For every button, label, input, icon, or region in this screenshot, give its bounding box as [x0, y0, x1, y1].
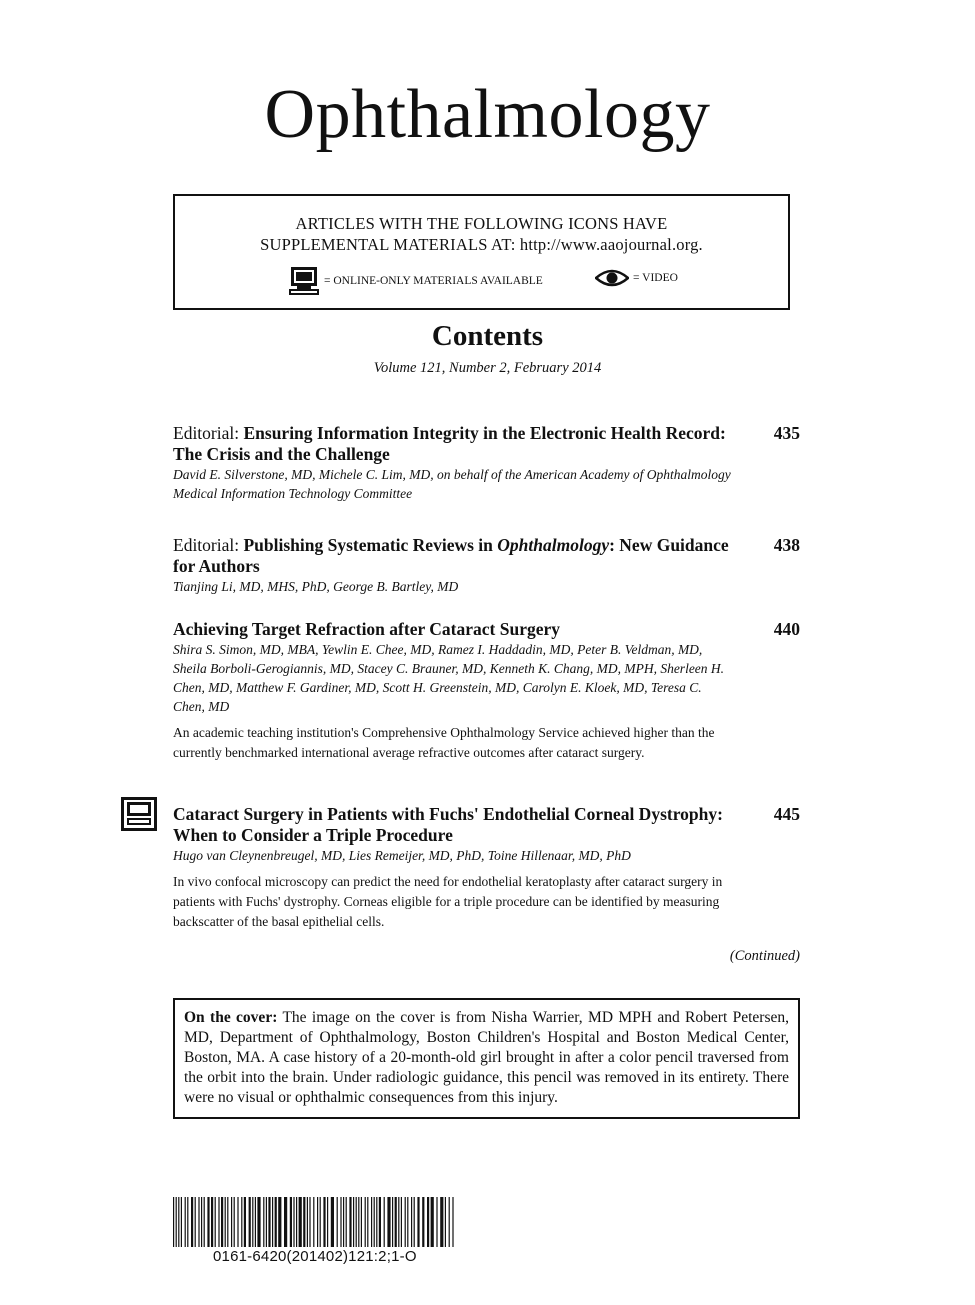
barcode-bar: [358, 1197, 359, 1247]
barcode-bar: [290, 1197, 292, 1247]
barcode-bar: [371, 1197, 372, 1247]
barcode-bar: [178, 1197, 179, 1247]
notice-line-1: ARTICLES WITH THE FOLLOWING ICONS HAVE: [295, 214, 668, 233]
barcode-bar: [241, 1197, 242, 1247]
barcode-bar: [411, 1197, 412, 1247]
issue-info: Volume 121, Number 2, February 2014: [373, 360, 602, 376]
entry-title-text[interactable]: Ensuring Information Integrity in the Electronic Health Record: The Crisis and the Challenge: [173, 423, 726, 464]
barcode-bar: [313, 1197, 314, 1247]
barcode-bar: [365, 1197, 366, 1247]
barcode-number: 0161-6420(201402)121:2;1-O: [213, 1248, 417, 1265]
barcode-bar: [320, 1197, 321, 1247]
barcode-bar: [227, 1197, 228, 1247]
barcode-bar: [361, 1197, 362, 1247]
barcode-bar: [405, 1197, 406, 1247]
barcode-bar: [296, 1197, 297, 1247]
toc-entry: [173, 619, 800, 763]
video-label: = VIDEO: [633, 272, 678, 284]
legend-video: [595, 269, 678, 287]
toc-entry: [173, 804, 800, 932]
barcode-bar: [376, 1197, 377, 1247]
barcode-bar: [263, 1197, 264, 1247]
entry-page-number: 435: [773, 423, 800, 443]
barcode-bar: [218, 1197, 219, 1247]
entry-page-number: 438: [773, 535, 800, 555]
barcode-bar: [173, 1197, 174, 1247]
barcode-bar: [309, 1197, 310, 1247]
barcode-bar: [207, 1197, 209, 1247]
barcode-bar: [422, 1197, 424, 1247]
online-materials-marker[interactable]: [120, 796, 158, 837]
barcode-bar: [234, 1197, 235, 1247]
barcode-bar: [187, 1197, 188, 1247]
legend-online-only: [288, 266, 543, 296]
barcode-bar: [275, 1197, 277, 1247]
entry-title-text[interactable]: Achieving Target Refraction after Cataract Surgery: [173, 619, 561, 639]
entry-title: [173, 619, 743, 640]
entry-title: [173, 804, 743, 846]
barcode-bar: [204, 1197, 205, 1247]
barcode-bar: [266, 1197, 267, 1247]
barcode-bar: [387, 1197, 390, 1247]
barcode-bar: [185, 1197, 186, 1247]
barcode-bar: [284, 1197, 287, 1247]
barcode-bar: [337, 1197, 338, 1247]
barcode-bar: [379, 1197, 381, 1247]
barcode-bar: [211, 1197, 213, 1247]
barcode-bar: [191, 1197, 193, 1247]
barcode-bar: [215, 1197, 216, 1247]
entry-authors: Shira S. Simon, MD, MBA, Yewlin E. Chee, MD, Ramez I. Haddadin, MD, Peter B. Veldman, MD, Sheila Borboli-Gerogiannis, MD, Stacey C. Brauner, MD, Kenneth K. Chang, MD, MPH, Sherleen H. Chen, MD, Matthew F. Gardiner, MD, Scott H. Greenstein, MD, Carolyn E. Kloek, MD, Teresa C. Chen, MD: [173, 642, 725, 714]
entry-prefix: Editorial:: [173, 535, 244, 555]
online-only-label: = ONLINE-ONLY MATERIALS AVAILABLE: [324, 275, 543, 287]
supplemental-notice-box: [173, 194, 790, 310]
barcode-bar: [255, 1197, 256, 1247]
barcode-bar: [356, 1197, 357, 1247]
barcode-bar: [427, 1197, 429, 1247]
barcode-bar: [398, 1197, 399, 1247]
toc-entry: [173, 423, 800, 503]
entry-authors: Tianjing Li, MD, MHS, PhD, George B. Bartley, MD: [173, 579, 459, 594]
computer-icon: [120, 796, 158, 832]
entry-prefix: Editorial:: [173, 423, 244, 443]
barcode-bar: [401, 1197, 402, 1247]
barcode-bar: [195, 1197, 196, 1247]
barcode-bar: [340, 1197, 341, 1247]
journal-masthead: Ophthalmology: [264, 76, 711, 153]
barcode-bar: [252, 1197, 253, 1247]
entry-authors: David E. Silverstone, MD, Michele C. Lim, MD, on behalf of the American Academy of Ophthalmology Medical Information Technology Committee: [173, 467, 731, 501]
barcode-bar: [272, 1197, 273, 1247]
computer-icon: [288, 266, 320, 296]
contents-heading: Contents: [431, 320, 544, 352]
barcode-bar: [417, 1197, 419, 1247]
entry-page-number: 445: [773, 804, 800, 824]
entry-title-part: : New Guidance for Authors: [173, 535, 729, 576]
cover-text: The image on the cover is from Nisha Warrier, MD MPH and Robert Petersen, MD, Department of Ophthalmology, Boston Children's Hospital and Boston Medical Center, Boston, MA. A case history of a 20-month-old girl brought in after a color pencil traversed from the orbit into the brain. Under radiologic guidance, this pencil was removed in its entirety. There were no visual or ophthalmic consequences from this injury.: [184, 1009, 789, 1106]
barcode-bar: [181, 1197, 182, 1247]
barcode-bar: [440, 1197, 443, 1247]
barcode-bar: [225, 1197, 226, 1247]
entry-title-italic: Ophthalmology: [497, 535, 610, 555]
entry-title-text[interactable]: Cataract Surgery in Patients with Fuchs' Endothelial Corneal Dystrophy: When to Consider a Triple Procedure: [173, 804, 723, 845]
entry-title: [173, 423, 743, 465]
continued-note: (Continued): [729, 948, 800, 964]
barcode-bar: [278, 1197, 281, 1247]
barcode-bar: [384, 1197, 385, 1247]
barcode-bar: [374, 1197, 375, 1247]
cover-description-box: [173, 998, 800, 1119]
barcode-bar: [176, 1197, 177, 1247]
barcode-bar: [449, 1197, 450, 1247]
entry-title-part: Publishing Systematic Reviews in: [243, 535, 498, 555]
barcode-bar: [257, 1197, 260, 1247]
barcode-bar: [249, 1197, 251, 1247]
cover-label: On the cover:: [184, 1009, 278, 1026]
barcode: [173, 1197, 455, 1247]
entry-summary: An academic teaching institution's Comprehensive Ophthalmology Service achieved higher than the currently benchmarked international average refractive outcomes after cataract surgery.: [173, 725, 715, 760]
notice-line-2: SUPPLEMENTAL MATERIALS AT: http://www.aaojournal.org.: [260, 235, 703, 254]
barcode-bar: [293, 1197, 294, 1247]
barcode-bar: [317, 1197, 318, 1247]
barcode-bar: [392, 1197, 393, 1247]
barcode-bar: [231, 1197, 232, 1247]
barcode-bar: [198, 1197, 199, 1247]
entry-title: [173, 535, 743, 577]
barcode-bar: [327, 1197, 328, 1247]
barcode-bar: [201, 1197, 202, 1247]
entry-title-text[interactable]: [173, 535, 729, 576]
barcode-bar: [323, 1197, 325, 1247]
barcode-bar: [237, 1197, 238, 1247]
eye-icon: [595, 269, 629, 287]
barcode-bar: [414, 1197, 415, 1247]
toc-entry: [173, 535, 800, 596]
entry-page-number: 440: [773, 619, 800, 639]
barcode-bar: [445, 1197, 446, 1247]
barcode-bar: [452, 1197, 453, 1247]
barcode-bar: [331, 1197, 334, 1247]
barcode-bar: [244, 1197, 246, 1247]
barcode-bar: [303, 1197, 305, 1247]
barcode-bar: [431, 1197, 434, 1247]
barcode-bar: [221, 1197, 223, 1247]
barcode-bar: [407, 1197, 408, 1247]
barcode-bar: [353, 1197, 354, 1247]
entry-authors: Hugo van Cleynenbreugel, MD, Lies Remeijer, MD, PhD, Toine Hillenaar, MD, PhD: [173, 848, 631, 863]
barcode-bar: [343, 1197, 344, 1247]
barcode-bar: [367, 1197, 368, 1247]
barcode-bar: [307, 1197, 308, 1247]
barcode-bar: [395, 1197, 397, 1247]
barcode-bar: [268, 1197, 270, 1247]
barcode-bar: [346, 1197, 347, 1247]
entry-summary: In vivo confocal microscopy can predict the need for endothelial keratoplasty after cataract surgery in patients with Fuchs' dystrophy. Corneas eligible for a triple procedure can be identified by measuring backscatter of the basal epithelial cells.: [173, 874, 723, 929]
barcode-bar: [299, 1197, 302, 1247]
barcode-bar: [349, 1197, 351, 1247]
barcode-bar: [436, 1197, 437, 1247]
